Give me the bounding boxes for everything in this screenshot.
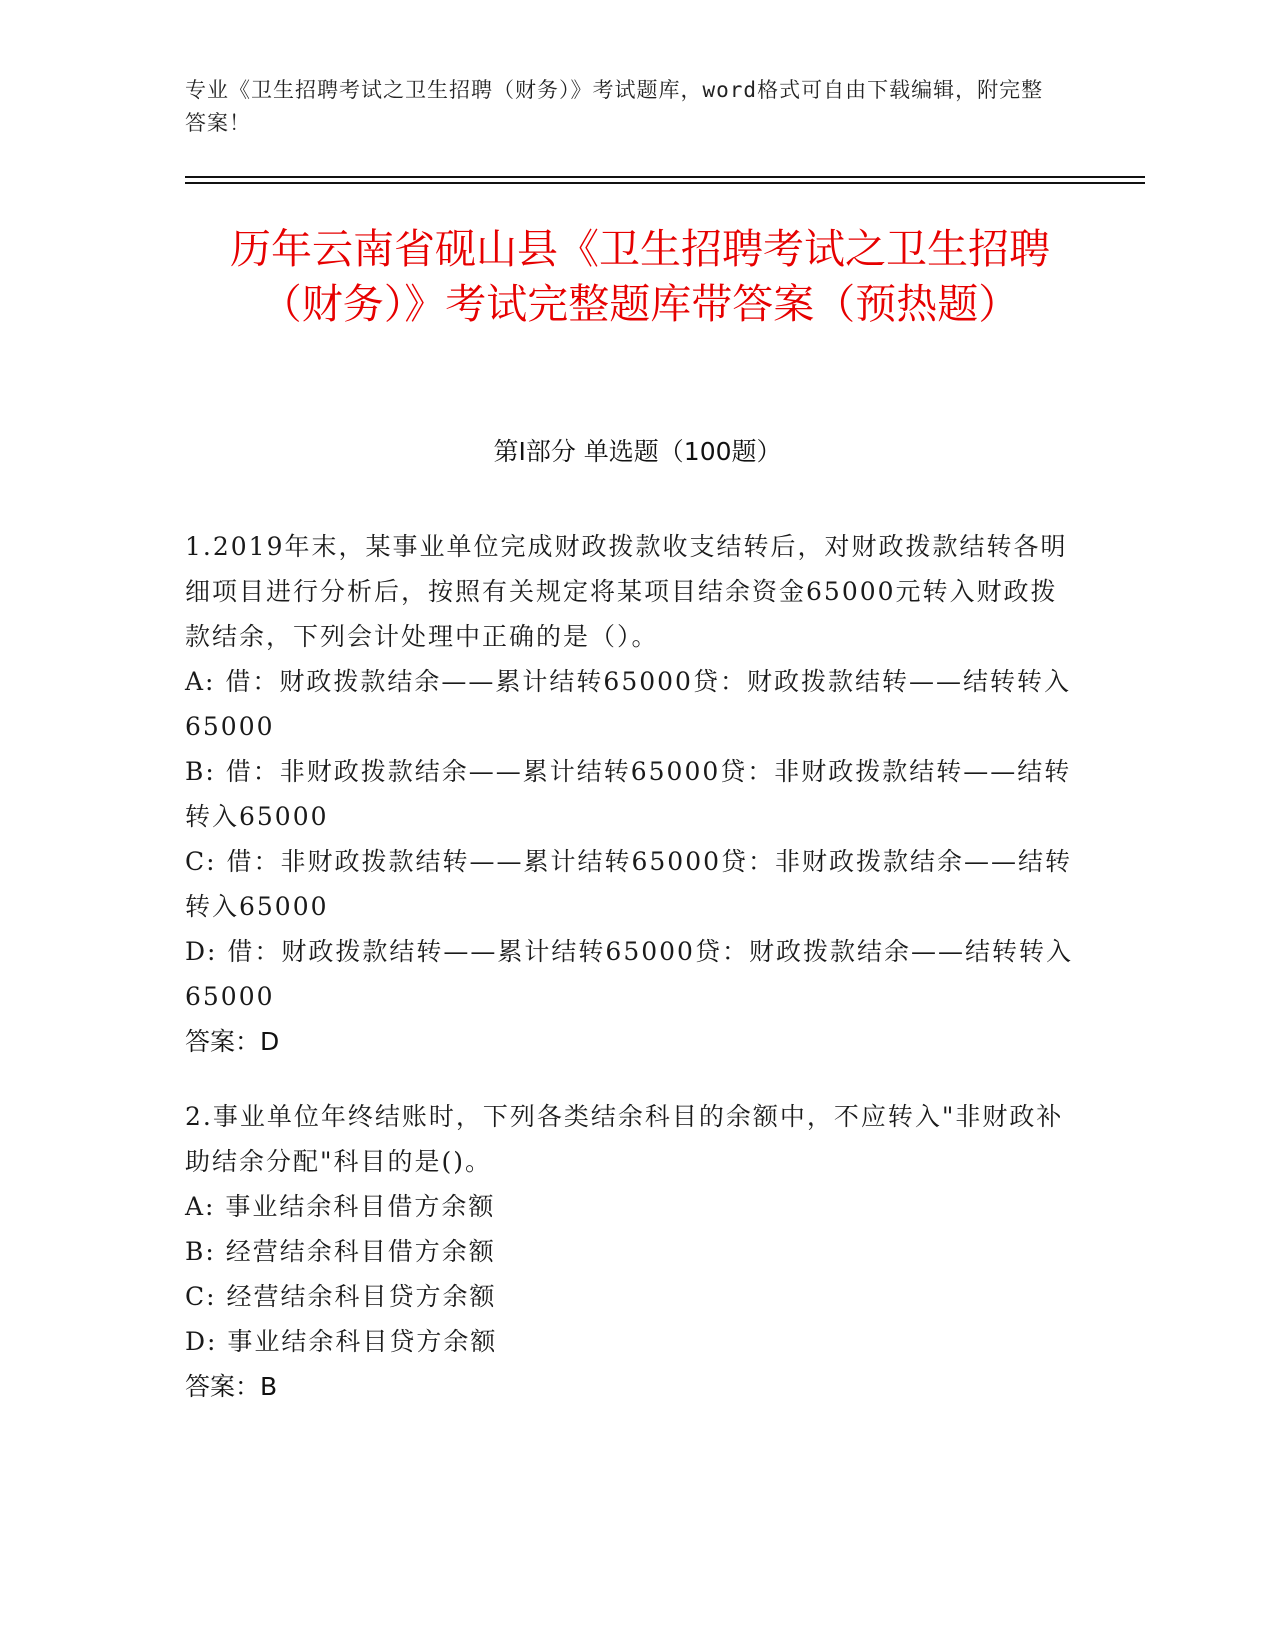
option-a: A: 事业结余科目借方余额	[185, 1192, 496, 1221]
header-note: 专业《卫生招聘考试之卫生招聘（财务）》考试题库，word格式可自由下载编辑，附完整答案！	[185, 78, 1044, 135]
option-c: C: 经营结余科目贷方余额	[185, 1282, 497, 1311]
answer: 答案：B	[185, 1372, 278, 1401]
option-b: B: 借：非财政拨款结余——累计结转65000贷：非财政拨款结转——结转转入65000	[185, 757, 1072, 831]
option-d: D: 借：财政拨款结转——累计结转65000贷：财政拨款结余——结转转入65000	[185, 937, 1073, 1011]
header-rule-bottom	[185, 182, 1145, 184]
document-title: 历年云南省砚山县《卫生招聘考试之卫生招聘（财务）》考试完整题库带答案（预热题）	[230, 225, 1050, 328]
answer: 答案：D	[185, 1027, 280, 1056]
question-text: 1.2019年末，某事业单位完成财政拨款收支结转后，对财政拨款结转各明细项目进行分析后，按照有关规定将某项目结余资金65000元转入财政拨款结余，下列会计处理中正确的是（）。	[185, 532, 1068, 651]
question-text: 2.事业单位年终结账时，下列各类结余科目的余额中，不应转入"非财政补助结余分配"科目的是()。	[185, 1102, 1064, 1176]
question-2	[185, 1094, 1075, 1409]
option-c: C: 借：非财政拨款结转——累计结转65000贷：非财政拨款结余——结转转入65000	[185, 847, 1073, 921]
option-d: D: 事业结余科目贷方余额	[185, 1327, 498, 1356]
option-b: B: 经营结余科目借方余额	[185, 1237, 496, 1266]
question-1	[185, 524, 1075, 1064]
section-heading: 第I部分 单选题（100题）	[493, 437, 782, 466]
option-a: A: 借：财政拨款结余——累计结转65000贷：财政拨款结转——结转转入65000	[185, 667, 1071, 741]
header-rule-top	[185, 176, 1145, 178]
